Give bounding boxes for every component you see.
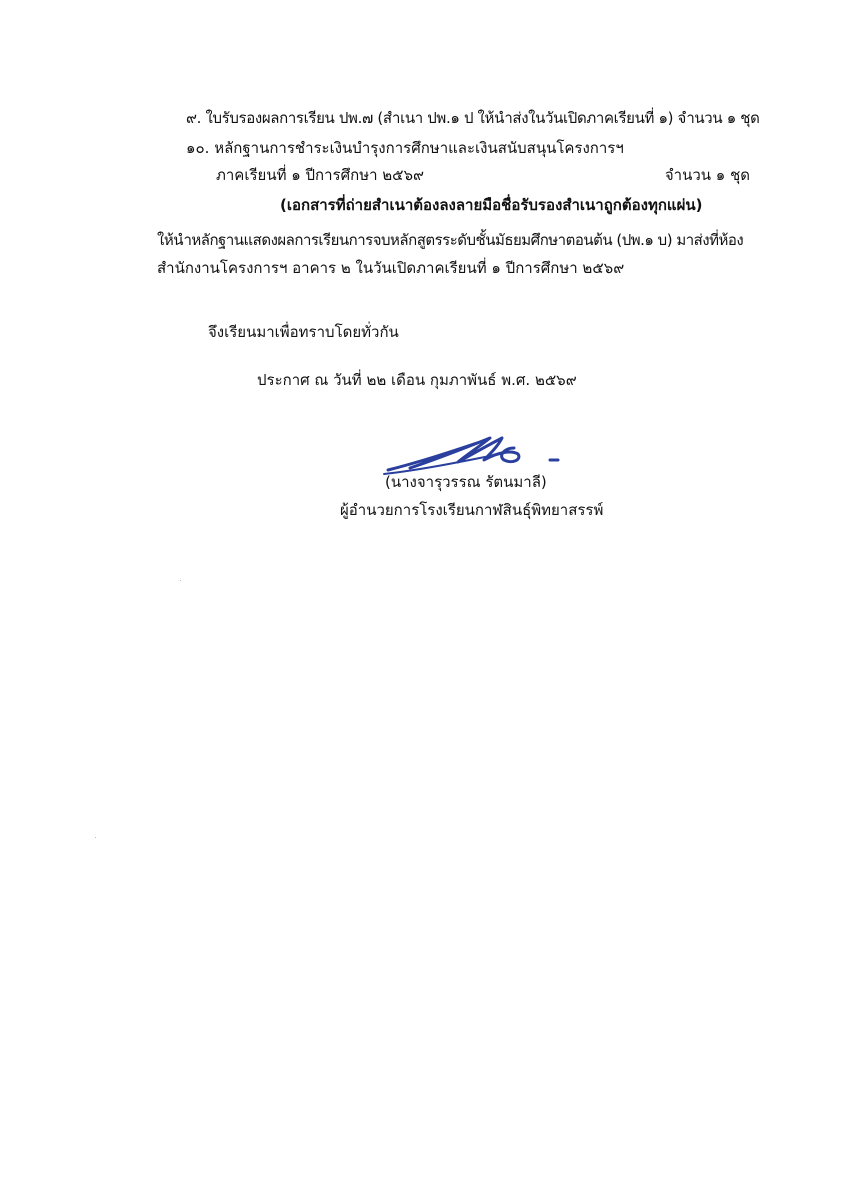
- instruction-line-2: สำนักงานโครงการฯ อาคาร ๒ ในวันเปิดภาคเรียนที่ ๑ ปีการศึกษา ๒๕๖๙: [157, 259, 625, 277]
- scan-speck: [180, 580, 181, 581]
- certified-copy-note: (เอกสารที่ถ่ายสำเนาต้องลงลายมือชื่อรับรองสำเนาถูกต้องทุกแผ่น): [280, 196, 703, 214]
- item-10-line-2: ภาคเรียนที่ ๑ ปีการศึกษา ๒๕๖๙: [216, 166, 425, 184]
- item-10-line-1: ๑๐. หลักฐานการชำระเงินบำรุงการศึกษาและเงินสนับสนุนโครงการฯ: [186, 139, 624, 157]
- signature: [380, 428, 560, 478]
- signer-name: (นางจารุวรรณ รัตนมาลี): [385, 473, 547, 491]
- closing-text: จึงเรียนมาเพื่อทราบโดยทั่วกัน: [208, 323, 399, 341]
- announcement-date: ประกาศ ณ วันที่ ๒๒ เดือน กุมภาพันธ์ พ.ศ. ๒๕๖๙: [257, 371, 577, 389]
- instruction-line-1: ให้นำหลักฐานแสดงผลการเรียนการจบหลักสูตรระดับชั้นมัธยมศึกษาตอนต้น (ปพ.๑ บ) มาส่งที่ห้อง: [157, 231, 744, 249]
- signer-title: ผู้อำนวยการโรงเรียนกาฬสินธุ์พิทยาสรรพ์: [340, 501, 604, 519]
- item-9: ๙. ใบรับรองผลการเรียน ปพ.๗ (สำเนา ปพ.๑ ป ให้นำส่งในวันเปิดภาคเรียนที่ ๑) จำนวน ๑ ชุด: [186, 109, 760, 127]
- scan-speck: [95, 837, 96, 838]
- item-10-quantity: จำนวน ๑ ชุด: [664, 166, 750, 184]
